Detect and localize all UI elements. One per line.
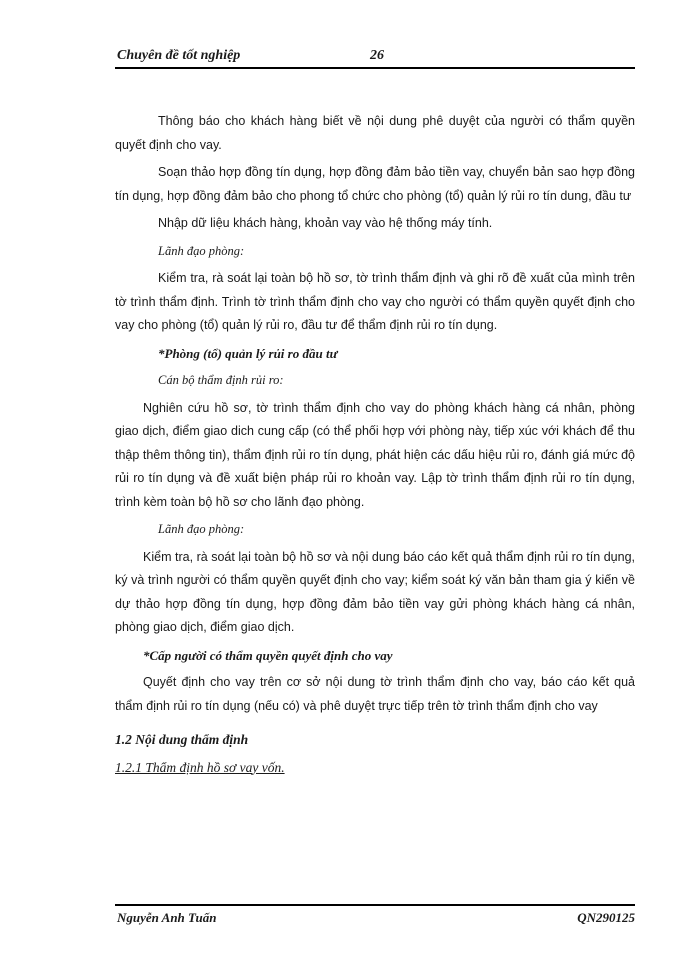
paragraph: Nghiên cứu hồ sơ, tờ trình thẩm định cho vay do phòng khách hàng cá nhân, phòng giao dịch, điểm giao dich cung cấp (có thể phối hợp với phòng này, tiếp xúc với khách để thu thập thêm thông tin), thẩm định rủi ro tín dụng, phát hiện các dấu hiệu rủi ro, đánh giá mức độ rủi ro tín dụng và đề xuất biện pháp rủi ro khoản vay. Lập tờ trình thẩm định rủi ro tín dụng, trình kèm toàn bộ hồ sơ cho lãnh đạo phòng.: [115, 400, 635, 509]
department-heading: *Cấp người có thẩm quyền quyết định cho vay: [143, 647, 393, 663]
page-header: [115, 47, 635, 69]
page-number: 26: [370, 48, 384, 63]
author-name: Nguyễn Anh Tuấn: [117, 910, 217, 925]
paragraph: Nhập dữ liệu khách hàng, khoản vay vào hệ thống máy tính.: [158, 216, 493, 230]
department-heading: *Phòng (tổ) quản lý rủi ro đầu tư: [158, 345, 338, 361]
page-body: [115, 110, 635, 779]
section-heading: 1.2 Nội dung thẩm định: [115, 732, 249, 747]
paragraph: Kiểm tra, rà soát lại toàn bộ hồ sơ và nội dung báo cáo kết quả thẩm định rủi ro tín dụng, ký và trình người có thẩm quyền quyết định cho vay; kiểm soát ký văn bản tham gia ý kiến về dự thảo hợp đồng tín dụng, hợp đồng đảm bảo tiền vay gửi phòng khách hàng cá nhân, phòng giao dịch, điểm giao dịch.: [115, 549, 635, 634]
document-code: QN290125: [577, 910, 635, 925]
paragraph: Thông báo cho khách hàng biết về nội dung phê duyệt của người có thẩm quyền quyết định cho vay.: [115, 114, 635, 152]
paragraph: Kiểm tra, rà soát lại toàn bộ hồ sơ, tờ trình thẩm định và ghi rõ đề xuất của mình trên tờ trình thẩm định. Trình tờ trình thẩm định cho vay cho người có thẩm quyền quyết định cho vay cho phòng (tổ) quản lý rủi ro, đầu tư để thẩm định rủi ro tín dụng.: [115, 271, 635, 332]
subsection-heading: 1.2.1 Thẩm định hồ sơ vay vốn.: [115, 759, 285, 775]
role-heading: Lãnh đạo phòng:: [158, 243, 245, 258]
page-footer: [115, 904, 635, 926]
role-heading: Cán bộ thẩm định rủi ro:: [158, 373, 284, 387]
role-heading: Lãnh đạo phòng:: [158, 522, 245, 536]
paragraph: Soạn thảo hợp đồng tín dụng, hợp đồng đảm bảo tiền vay, chuyển bản sao hợp đồng tín dụng, hợp đồng đảm bảo cho phong tổ chức cho phòng (tổ) quản lý rủi ro tín dung, đầu tư: [115, 165, 635, 203]
paragraph: Quyết định cho vay trên cơ sở nội dung tờ trình thẩm định cho vay, báo cáo kết quả thẩm định rủi ro tín dụng (nếu có) và phê duyệt trực tiếp trên tờ trình thẩm định cho vay: [115, 675, 635, 713]
document-title: Chuyên đề tốt nghiệp: [117, 48, 241, 63]
